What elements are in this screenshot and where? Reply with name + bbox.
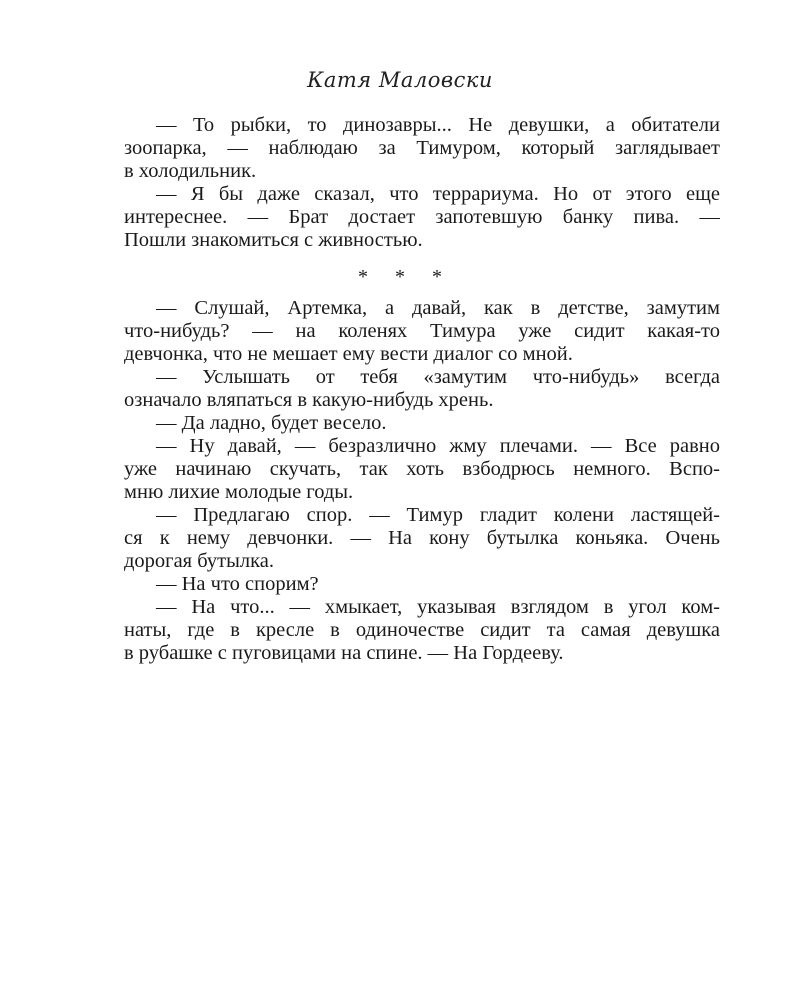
text-line: зоопарка, — наблюдаю за Тимуром, который заглядывает — [124, 137, 720, 159]
text-line: мню лихие молодые годы. — [124, 481, 354, 503]
text-line: — На что... — хмыкает, указывая взглядом в угол ком- — [156, 596, 720, 618]
text-line: — Я бы даже сказал, что террариума. Но от этого еще — [156, 183, 720, 205]
text-line: уже начинаю скучать, так хоть взбодрюсь немного. Вспо- — [124, 458, 720, 480]
text-line: — Слушай, Артемка, а давай, как в детстве, замутим — [156, 297, 720, 319]
text-line: интереснее. — Брат достает запотевшую банку пива. — — [124, 206, 720, 228]
section-separator: * * * — [358, 266, 442, 288]
text-line: — Да ладно, будет весело. — [156, 412, 387, 434]
text-line: Пошли знакомиться с живностью. — [124, 229, 423, 251]
text-line: что-нибудь? — на коленях Тимура уже сидит какая-то — [124, 320, 720, 342]
text-block-2 — [124, 297, 720, 665]
text-line: в рубашке с пуговицами на спине. — На Гордееву. — [124, 642, 564, 664]
text-line: в холодильник. — [124, 160, 257, 182]
text-block-1 — [124, 114, 720, 252]
text-line: — То рыбки, то динозавры... Не девушки, а обитатели — [156, 114, 720, 136]
text-line: — Ну давай, — безразлично жму плечами. — Все равно — [156, 435, 720, 457]
running-head-author: Катя Маловски — [307, 68, 493, 92]
text-line: — Услышать от тебя «замутим что-нибудь» всегда — [156, 366, 720, 388]
text-line: дорогая бутылка. — [124, 550, 274, 572]
text-line: означало вляпаться в какую-нибудь хрень. — [124, 389, 494, 411]
text-line: — На что спорим? — [156, 573, 319, 595]
text-line: девчонка, что не мешает ему вести диалог со мной. — [124, 343, 573, 365]
text-line: ся к нему девчонки. — На кону бутылка коньяка. Очень — [124, 527, 720, 549]
text-line: — Предлагаю спор. — Тимур гладит колени ластящей- — [156, 504, 720, 526]
text-line: наты, где в кресле в одиночестве сидит та самая девушка — [124, 619, 720, 641]
